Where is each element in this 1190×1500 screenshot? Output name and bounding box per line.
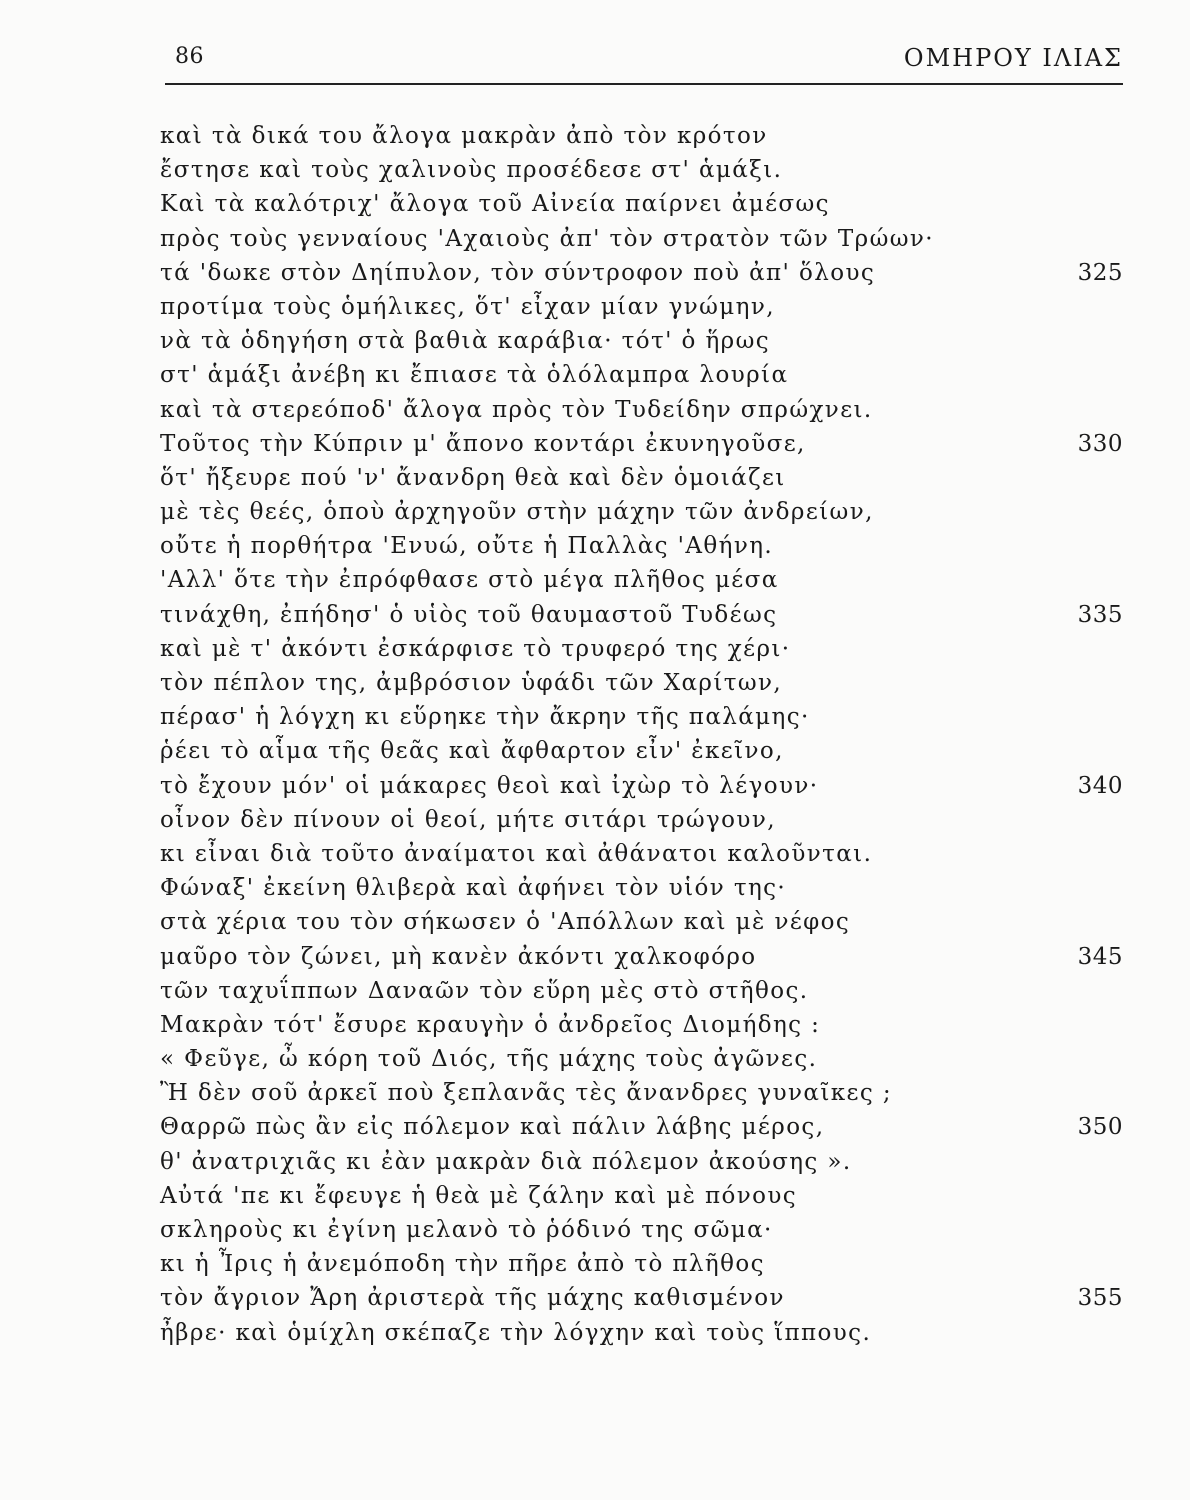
verse-line <box>160 563 1123 597</box>
verse-line <box>160 222 1123 256</box>
verse-line <box>160 290 1123 324</box>
verse-text: ὅτ' ἤξευρε πού 'ν' ἄνανδρη θεὰ καὶ δὲν ὁμοιάζει <box>160 464 786 491</box>
verse-number: 330 <box>1077 430 1123 457</box>
verse-line <box>160 837 1123 871</box>
verse-number: 335 <box>1077 601 1123 628</box>
verse-line <box>160 940 1123 974</box>
verse-number: 350 <box>1077 1114 1123 1141</box>
verse-line <box>160 1042 1123 1076</box>
verse-text: Φώναξ' ἐκείνη θλιβερὰ καὶ ἀφήνει τὸν υἱόν της· <box>160 875 787 902</box>
verse-line <box>160 153 1123 187</box>
verse-line <box>160 1008 1123 1042</box>
verse-text: οὔτε ἡ πορθήτρα 'Ενυώ, οὔτε ἡ Παλλὰς 'Αθήνη. <box>160 533 774 560</box>
verse-text: στ' ἁμάξι ἀνέβη κι ἔπιασε τὰ ὁλόλαμπρα λουρία <box>160 362 789 389</box>
verse-line <box>160 529 1123 563</box>
verse-text: Καὶ τὰ καλότριχ' ἄλογα τοῦ Αἰνεία παίρνει ἀμέσως <box>160 191 830 218</box>
verse-line <box>160 905 1123 939</box>
verse-line <box>160 700 1123 734</box>
verse-line <box>160 974 1123 1008</box>
verse-line <box>160 803 1123 837</box>
verse-line <box>160 1179 1123 1213</box>
verse-text: Ἢ δὲν σοῦ ἀρκεῖ ποὺ ξεπλανᾶς τὲς ἄνανδρες γυναῖκες ; <box>160 1080 893 1107</box>
verse-text: νὰ τὰ ὁδηγήση στὰ βαθιὰ καράβια· τότ' ὁ ἥρως <box>160 328 771 355</box>
verse-line <box>160 427 1123 461</box>
verse-line <box>160 666 1123 700</box>
verse-text: Θαρρῶ πὼς ἂν εἰς πόλεμον καὶ πάλιν λάβης μέρος, <box>160 1114 825 1141</box>
verse-text: ῥέει τὸ αἷμα τῆς θεᾶς καὶ ἄφθαρτον εἶν' ἐκεῖνο, <box>160 738 784 765</box>
verse-text: πέρασ' ἡ λόγχη κι εὕρηκε τὴν ἄκρην τῆς παλάμης· <box>160 704 810 731</box>
verse-text: « Φεῦγε, ὦ κόρη τοῦ Διός, τῆς μάχης τοὺς ἀγῶνες. <box>160 1046 818 1073</box>
verse-text: καὶ τὰ στερεόποδ' ἄλογα πρὸς τὸν Τυδείδην σπρώχνει. <box>160 396 873 423</box>
verse-line <box>160 256 1123 290</box>
verse-line <box>160 1076 1123 1110</box>
verse-line <box>160 769 1123 803</box>
verse-line <box>160 598 1123 632</box>
verse-text: καὶ τὰ δικά του ἄλογα μακρὰν ἀπὸ τὸν κρότον <box>160 123 768 149</box>
verse-text: μὲ τὲς θεές, ὁποὺ ἀρχηγοῦν στὴν μάχην τῶν ἀνδρείων, <box>160 499 874 526</box>
verse-text: στὰ χέρια του τὸν σήκωσεν ὁ 'Απόλλων καὶ μὲ νέφος <box>160 909 851 936</box>
verse-text: τὸ ἔχουν μόν' οἱ μάκαρες θεοὶ καὶ ἰχὼρ τὸ λέγουν· <box>160 772 819 799</box>
verse-line <box>160 358 1123 392</box>
verse-number: 340 <box>1077 772 1123 799</box>
verse-text: μαῦρο τὸν ζώνει, μὴ κανὲν ἀκόντι χαλκοφόρο <box>160 943 757 970</box>
verse-text: οἶνον δὲν πίνουν οἱ θεοί, μήτε σιτάρι τρώγουν, <box>160 806 776 833</box>
running-title: ΟΜΗΡΟΥ ΙΛΙΑΣ <box>903 44 1123 72</box>
page-number: 86 <box>175 44 204 69</box>
verse-line <box>160 393 1123 427</box>
verse-text: τὸν ἄγριον Ἄρη ἀριστερὰ τῆς μάχης καθισμένον <box>160 1285 785 1312</box>
page-header <box>175 44 1123 84</box>
verse-line <box>160 1145 1123 1179</box>
verse-text: πρὸς τοὺς γενναίους 'Αχαιοὺς ἀπ' τὸν στρατὸν τῶν Τρώων· <box>160 225 934 252</box>
verse-text: κι ἡ Ἶρις ἡ ἀνεμόποδη τὴν πῆρε ἀπὸ τὸ πλῆθος <box>160 1251 765 1278</box>
verse-text: Τοῦτος τὴν Κύπριν μ' ἄπονο κοντάρι ἐκυνηγοῦσε, <box>160 430 806 457</box>
verse-text: Αὐτά 'πε κι ἔφευγε ἡ θεὰ μὲ ζάλην καὶ μὲ πόνους <box>160 1182 798 1209</box>
verse-text: σκληροὺς κι ἐγίνη μελανὸ τὸ ῥόδινό της σῶμα· <box>160 1217 773 1243</box>
verse-line <box>160 1110 1123 1144</box>
verse-text: Μακρὰν τότ' ἔσυρε κραυγὴν ὁ ἀνδρεῖος Διομήδης : <box>160 1011 821 1038</box>
verse-number: 355 <box>1077 1285 1123 1312</box>
verse-text: ἔστησε καὶ τοὺς χαλινοὺς προσέδεσε στ' ἁμάξι. <box>160 157 783 184</box>
poem-text <box>160 119 1123 1350</box>
verse-line <box>160 1213 1123 1247</box>
verse-line <box>160 119 1123 153</box>
verse-text: θ' ἀνατριχιᾶς κι ἐὰν μακρὰν διὰ πόλεμον ἀκούσης ». <box>160 1148 852 1175</box>
verse-text: τὸν πέπλον της, ἀμβρόσιον ὑφάδι τῶν Χαρίτων, <box>160 670 783 696</box>
verse-line <box>160 632 1123 666</box>
verse-line <box>160 187 1123 221</box>
verse-text: τινάχθη, ἐπήδησ' ὁ υἱὸς τοῦ θαυμαστοῦ Τυδέως <box>160 601 778 628</box>
verse-line <box>160 1316 1123 1350</box>
verse-line <box>160 461 1123 495</box>
verse-text: ἦβρε· καὶ ὁμίχλη σκέπαζε τὴν λόγχην καὶ τοὺς ἵππους. <box>160 1319 872 1346</box>
verse-text: κι εἶναι διὰ τοῦτο ἀναίματοι καὶ ἀθάνατοι καλοῦνται. <box>160 840 873 867</box>
verse-number: 325 <box>1077 259 1123 286</box>
verse-text: τῶν ταχυΐππων Δαναῶν τὸν εὕρη μὲς στὸ στῆθος. <box>160 977 809 1004</box>
verse-line <box>160 495 1123 529</box>
verse-text: τά 'δωκε στὸν Δηίπυλον, τὸν σύντροφον ποὺ ἀπ' ὅλους <box>160 259 876 286</box>
verse-line <box>160 1281 1123 1315</box>
header-rule <box>165 83 1123 85</box>
verse-text: 'Αλλ' ὅτε τὴν ἐπρόφθασε στὸ μέγα πλῆθος μέσα <box>160 567 779 594</box>
verse-line <box>160 871 1123 905</box>
verse-text: προτίμα τοὺς ὁμήλικες, ὅτ' εἶχαν μίαν γνώμην, <box>160 293 775 320</box>
verse-text: καὶ μὲ τ' ἀκόντι ἐσκάρφισε τὸ τρυφερό της χέρι· <box>160 635 791 662</box>
verse-line <box>160 1247 1123 1281</box>
verse-line <box>160 324 1123 358</box>
verse-number: 345 <box>1077 943 1123 970</box>
verse-line <box>160 734 1123 768</box>
